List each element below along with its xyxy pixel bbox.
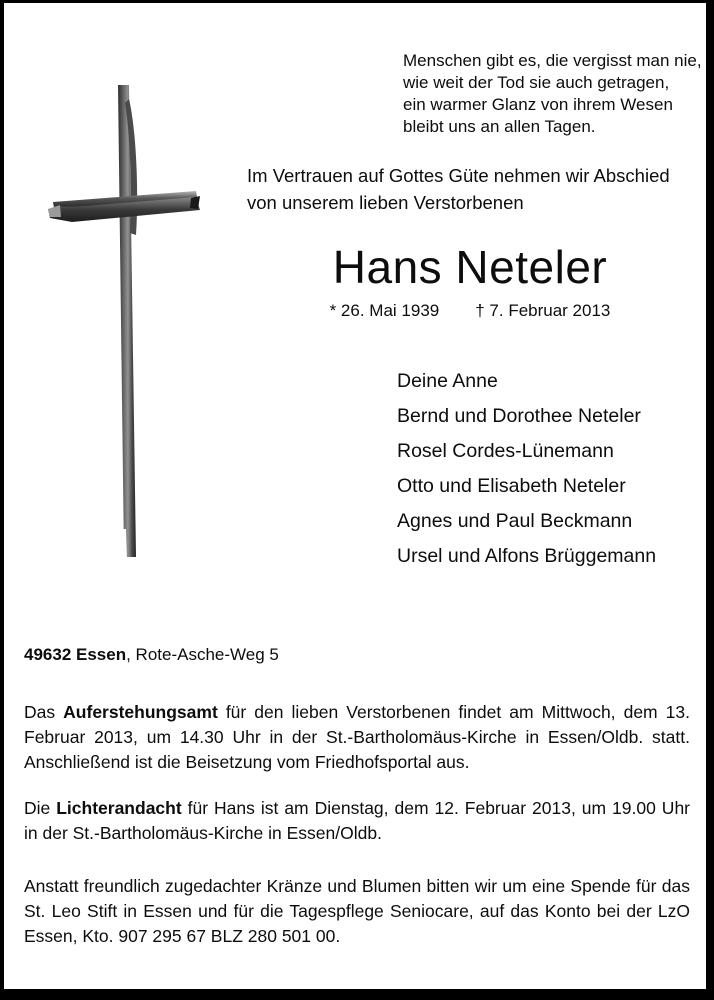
paragraph-text: Die bbox=[24, 798, 57, 818]
mourner-line: Bernd und Dorothee Neteler bbox=[397, 405, 641, 427]
mourners-list bbox=[397, 364, 656, 574]
mourner-line: Rosel Cordes-Lünemann bbox=[397, 440, 614, 462]
address-line bbox=[24, 645, 279, 665]
paragraph-bold-term: Auferstehungsamt bbox=[63, 702, 218, 722]
vigil-paragraph bbox=[24, 796, 690, 846]
death-date: † 7. Februar 2013 bbox=[475, 301, 611, 320]
poem bbox=[403, 50, 702, 138]
mourner-line: Agnes und Paul Beckmann bbox=[397, 510, 633, 532]
paper-sheet bbox=[4, 3, 706, 989]
donation-paragraph: Anstatt freundlich zugedachter Kränze und Blumen bitten wir um eine Spende für das St. Leo Stift in Essen und für die Tagespflege Seniocare, auf das Konto bei der LzO Essen, Kto. 907 295 67 BLZ 280 501 00. bbox=[24, 876, 690, 946]
paragraph-text: für den lieben Verstorbenen findet am Mittwoch, dem 13. Februar 2013, um 14.30 Uhr in der St.-Bartholomäus-Kirche in Essen/Oldb. statt. Anschließend ist die Beisetzung vom Friedhofsportal aus. bbox=[24, 702, 690, 772]
mourner-line: Otto und Elisabeth Neteler bbox=[397, 475, 626, 497]
service-paragraph bbox=[24, 700, 690, 775]
poem-line: wie weit der Tod sie auch getragen, bbox=[403, 73, 670, 92]
poem-line: Menschen gibt es, die vergisst man nie, bbox=[403, 51, 702, 70]
address-city: 49632 Essen bbox=[24, 645, 127, 664]
birth-date: * 26. Mai 1939 bbox=[329, 301, 440, 320]
address-street: , Rote-Asche-Weg 5 bbox=[126, 645, 279, 664]
intro-text: Im Vertrauen auf Gottes Güte nehmen wir Abschied von unserem lieben Verstorbenen bbox=[247, 165, 670, 213]
poem-line: ein warmer Glanz von ihrem Wesen bbox=[403, 95, 673, 114]
paragraph-text: Das bbox=[24, 702, 64, 722]
mourner-line: Ursel und Alfons Brüggemann bbox=[397, 545, 657, 567]
deceased-name: Hans Neteler bbox=[332, 241, 608, 293]
mourner-line: Deine Anne bbox=[397, 370, 498, 392]
paragraph-text: für Hans ist am Dienstag, dem 12. Februar 2013, um 19.00 Uhr in der St.-Bartholomäus-Kirche in Essen/Oldb. bbox=[24, 798, 691, 843]
memorial-cross-icon bbox=[46, 81, 206, 571]
paragraph-bold-term: Lichterandacht bbox=[56, 798, 182, 818]
life-dates bbox=[247, 301, 693, 321]
poem-line: bleibt uns an allen Tagen. bbox=[403, 117, 596, 136]
